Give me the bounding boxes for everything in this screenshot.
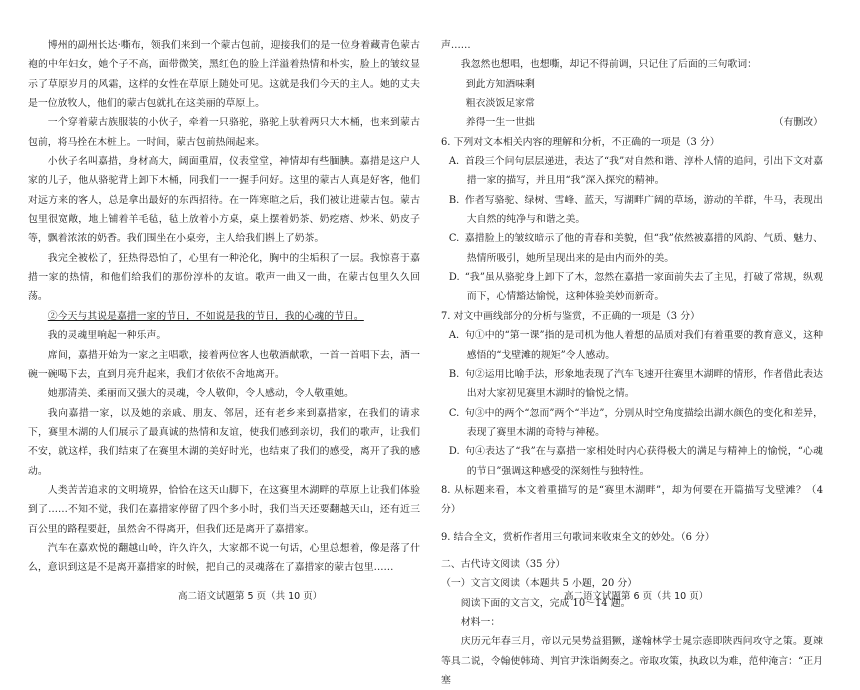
- option-label: C.: [448, 233, 460, 245]
- option-label: A.: [448, 156, 460, 168]
- option-label: B.: [448, 368, 460, 380]
- question-8: 8. 从标题来看，本文着重描写的是“赛里木湖畔”，却为何要在开篇描写戈壁滩？（4 分）: [441, 484, 823, 516]
- option-text: 嘉措脸上的皱纹暗示了他的青春和美貌，但“我”依然被嘉措的风韵、气质、魅力、热情所吸引，她所呈现出来的是由内而外的美。: [464, 233, 823, 264]
- option-b: [441, 365, 823, 404]
- paragraph: 博州的副州长达·嘶布，领我们来到一个蒙古包前，迎接我们的是一位身着藏青色蒙古袍的中年妇女，她个子不高，面带微笑，黑红色的脸上洋溢着热情和朴实，脸上的皱纹显示了草原岁月的风霜，这样的女性在草原上随处可见。这就是我们今天的主人。她的丈夫是一位放牧人，他们的蒙古包就扎在这美丽的草原上。: [28, 40, 420, 110]
- poem-line: [441, 113, 823, 132]
- poem-line: 粗衣淡饭足家常: [465, 98, 535, 110]
- poem-line: 到此方知酒味剩: [465, 78, 535, 90]
- paragraph: 人类苦苦追求的文明境界，恰恰在这天山脚下，在这赛里木湖畔的草原上让我们体验到了……不知不觉，我们在嘉措家停留了四个多小时，我们当天还要翻越天山，还有近三百公里的路程要赶，虽然舍不得离开，但我们还是离开了嘉措家。: [28, 484, 420, 535]
- source-note: （有删改）: [773, 117, 823, 129]
- paragraph: 我完全被松了，狂热得恐怕了，心里有一种沦化，胸中的尘垢积了一层。我惊喜于嘉措一家的热情，和他们给我们的那份淳朴的友谊。歌声一曲又一曲，在蒙古包里久久回荡。: [28, 252, 420, 303]
- option-text: 句①中的“第一课”指的是司机为他人着想的品质对我们有着重要的教育意义，这种感悟的“戈壁滩的规矩”令人感动。: [464, 330, 823, 361]
- answer-space: [441, 547, 823, 555]
- question-9: 9. 结合全文，赏析作者用三句歌词来收束全文的妙处。（6 分）: [441, 531, 715, 543]
- classical-text: 庆历元年春三月，帝以元昊势益猖獗，遂翰林学士晁宗悫即陕西问攻守之策。夏竦等具二说，令翰使韩琦、判官尹洙诣阙奏之。帝取攻策，执政以为难，范仲淹言：“正月塞: [441, 636, 823, 686]
- continued-text: 声……: [441, 40, 471, 51]
- paragraph: 席间，嘉措开始为一家之主唱歌，接着两位客人也敬酒献歌，一首一首唱下去，酒一碗一碗喝下去，直到月亮升起来，我们才依依不舍地离开。: [28, 349, 420, 380]
- page-footer-right: 高二语文试题第 6 页（共 10 页）: [564, 591, 709, 602]
- page-footer-left: 高二语文试题第 5 页（共 10 页）: [178, 591, 323, 602]
- option-text: “我”虽从骆驼身上卸下了木，忽然在嘉措一家面前失去了主见，打破了常规，纵观而下，心情豁达愉悦，这种体验美妙而新奇。: [464, 272, 823, 303]
- option-text: 句②运用比喻手法，形象地表现了汽车飞速开往赛里木湖畔的情形，作者借此表达出对大家初见赛里木湖时的愉悦之情。: [464, 368, 823, 400]
- option-d: [441, 442, 823, 481]
- underlined-sentence-4: ②今天与其说是嘉措一家的节日，不如说是我的节日，我的心魂的节日。: [47, 310, 364, 322]
- option-c: [441, 404, 823, 443]
- section-heading: 二、古代诗文阅读（35 分）: [441, 558, 566, 570]
- option-label: A.: [448, 330, 460, 342]
- paragraph: 一个穿着蒙古族服装的小伙子，牵着一只骆驼，骆驼上驮着两只大木桶，也来到蒙古包前，将马拴在木桩上。一时间，蒙古包前热闹起来。: [28, 117, 420, 148]
- option-label: D.: [448, 272, 460, 284]
- question-7: 7. 对文中画线部分的分析与鉴赏，不正确的一项是（3 分）: [441, 310, 700, 322]
- left-page: [28, 36, 420, 590]
- option-label: C.: [448, 407, 460, 419]
- paragraph: 小伙子名叫嘉措，身材高大，阔面重眉，仪表堂堂，神情却有些腼腆。嘉措是这户人家的儿子，他从骆驼背上卸下木桶，同我们一一握手问好。这里的蒙古人真是好客，他们对远方来的客人，总是拿出最好的东西招待。在一阵寒暄之后，我们被让进蒙古包。蒙古包里很宽敞，地上铺着羊毛毡，毡上放着小方桌，桌上摆着奶茶、奶疙瘩、炒米、奶皮子等，飘着浓浓的奶香。我们围坐在小桌旁，主人给我们斟上了奶茶。: [28, 156, 420, 245]
- option-text: 首段三个问句层层递进，表达了“我”对自然和谐、淳朴人情的追问，引出下文对嘉措一家的描写，并且用“我”深入探究的精神。: [464, 156, 823, 187]
- subsection-heading: （一）文言文阅读（本题共 5 小题，20 分）: [441, 578, 638, 590]
- poem-line-text: 养得一生一世拙: [465, 117, 535, 129]
- option-text: 句④表达了“我”在与嘉措一家相处时内心获得极大的满足与精神上的愉悦，“心魂的节日”强调这种感受的深刻性与独特性。: [464, 446, 823, 477]
- option-d: [441, 268, 823, 307]
- option-a: [441, 326, 823, 365]
- paragraph: 她那清美、柔丽而又强大的灵魂，令人敬仰，令人感动，令人敬重她。: [47, 388, 354, 400]
- paragraph: 汽车在嘉欢悦的翻越山岭，许久许久，大家都不说一句话，心里总想着，像是落了什么，意识到这是不是离开嘉措家的时候，把自己的灵魂落在了嘉措家的蒙古包里……: [28, 542, 420, 574]
- option-a: [441, 152, 823, 191]
- option-c: [441, 229, 823, 268]
- option-text: 作者写骆驼、绿树、雪峰、蓝天，写湖畔广阔的草场，游动的羊群，牛马，表现出大自然的纯净与和谐之美。: [464, 194, 823, 226]
- option-label: D.: [448, 446, 460, 458]
- option-b: [441, 191, 823, 230]
- option-label: B.: [448, 194, 460, 206]
- poem-intro: 我忽然也想唱，也想嘶，却记不得前调，只记住了后面的三句歌词：: [460, 59, 758, 71]
- reading-instruction: 阅读下面的文言文，完成 10～14 题。: [460, 597, 631, 609]
- answer-space: [441, 520, 823, 528]
- material-label: 材料一：: [460, 616, 501, 628]
- paragraph: 我向嘉措一家，以及她的亲戚、朋友、邻居，还有老乡来到嘉措家，在我们的请求下，赛里木湖的人们展示了最真诚的热情和友谊，使我们感到亲切，我们的歌声，让我们不安，就这样，我们结束了在赛里木湖的美好时光，也结束了我们的感受，离开了我的感动。: [28, 407, 420, 477]
- option-text: 句③中的两个“忽而”两个“半边”，分别从时空角度描绘出湖水颜色的变化和差异，表现了赛里木湖的奇特与神秘。: [464, 407, 823, 438]
- question-6: 6. 下列对文本相关内容的理解和分析，不正确的一项是（3 分）: [441, 136, 720, 148]
- paragraph: 我的灵魂里响起一种乐声。: [47, 330, 167, 342]
